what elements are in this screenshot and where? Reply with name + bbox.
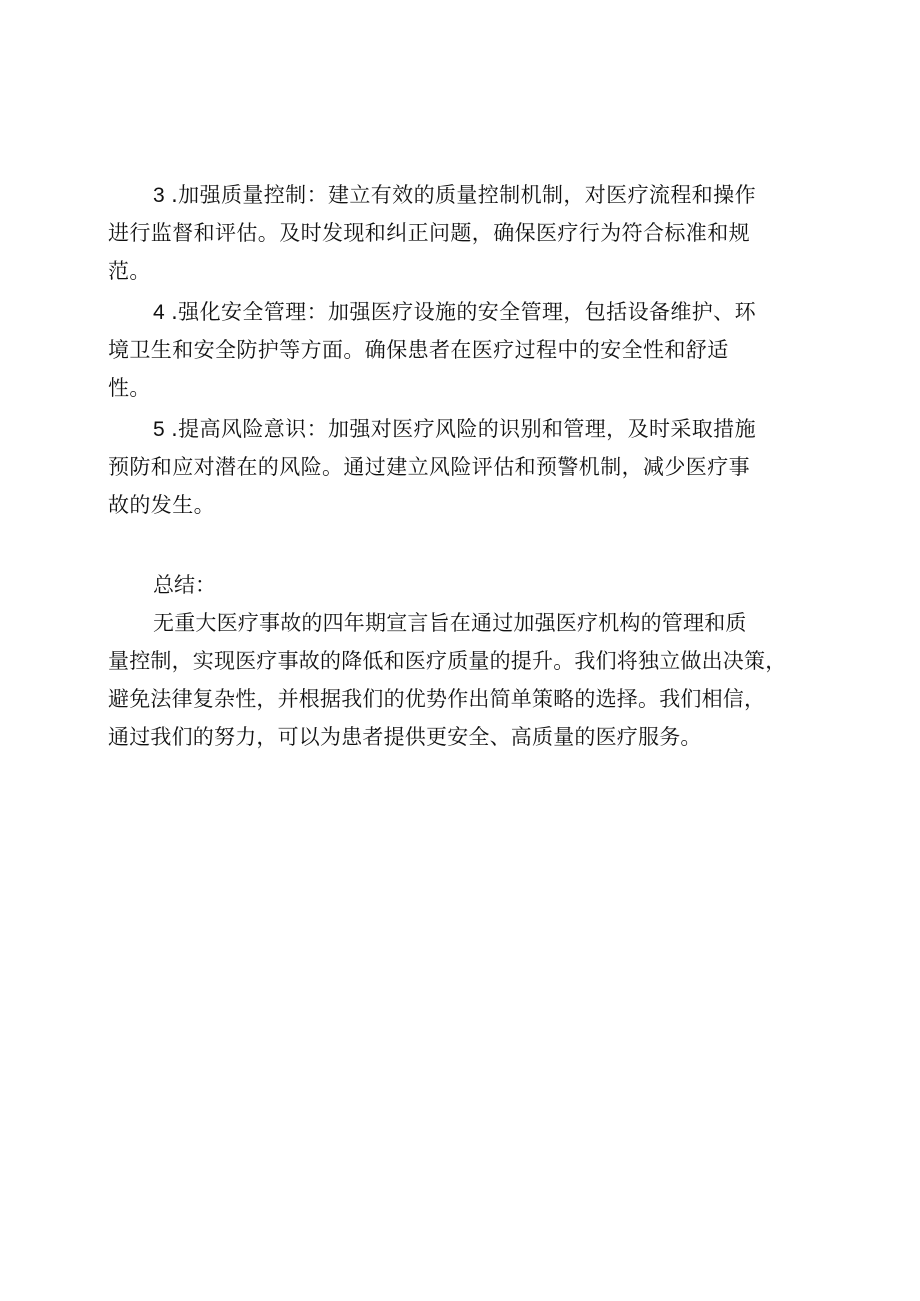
list-item-text-line: 故的发生。 <box>108 493 215 517</box>
list-item-number: 3 <box>153 184 166 207</box>
list-item-first-line <box>108 293 824 331</box>
document-body <box>108 176 824 756</box>
list-item-text-line: 预防和应对潜在的风险。通过建立风险评估和预警机制，减少医疗事 <box>108 455 750 479</box>
list-item-text-line: 进行监督和评估。及时发现和纠正问题，确保医疗行为符合标准和规 <box>108 221 750 245</box>
list-item-text: .强化安全管理：加强医疗设施的安全管理，包括设备维护、环 <box>171 300 756 324</box>
summary-line: 通过我们的努力，可以为患者提供更安全、高质量的医疗服务。 <box>108 725 702 749</box>
summary-heading: 总结： <box>153 573 216 597</box>
list-item-text: .提高风险意识：加强对医疗风险的识别和管理，及时采取措施 <box>171 417 756 441</box>
list-item-3 <box>108 176 824 290</box>
summary-paragraph <box>108 604 824 756</box>
list-item-number: 5 <box>153 418 166 441</box>
summary-line: 避免法律复杂性，并根据我们的优势作出简单策略的选择。我们相信， <box>108 687 766 711</box>
list-item-text: .加强质量控制：建立有效的质量控制机制，对医疗流程和操作 <box>171 183 756 207</box>
list-item-number: 4 <box>153 301 166 324</box>
list-item-5 <box>108 410 824 524</box>
list-item-text-line: 境卫生和安全防护等方面。确保患者在医疗过程中的安全性和舒适 <box>108 338 729 362</box>
list-item-4 <box>108 293 824 407</box>
list-item-first-line <box>108 410 824 448</box>
list-item-text-line: 范。 <box>108 259 151 283</box>
summary-line: 无重大医疗事故的四年期宣言旨在通过加强医疗机构的管理和质 <box>153 611 747 635</box>
summary-line: 量控制，实现医疗事故的降低和医疗质量的提升。我们将独立做出决策， <box>108 649 787 673</box>
list-item-text-line: 性。 <box>108 376 151 400</box>
list-item-first-line <box>108 176 824 214</box>
